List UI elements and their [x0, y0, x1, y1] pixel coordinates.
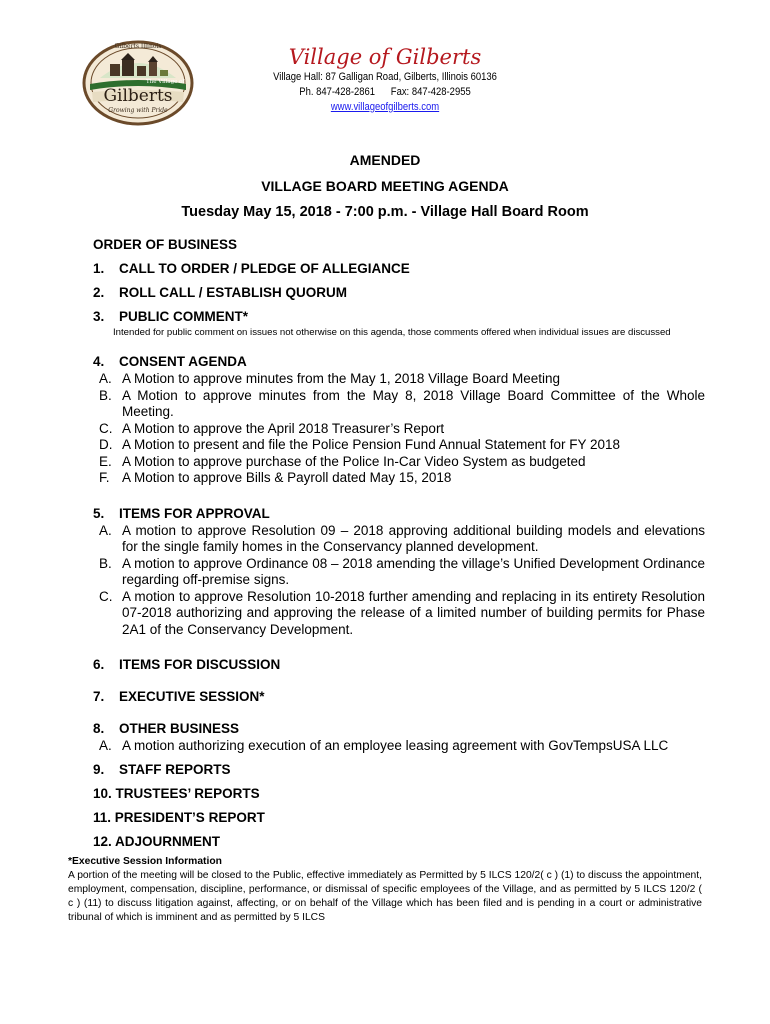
item-number: 6. [93, 657, 105, 672]
item-title: PRESIDENT’S REPORT [114, 809, 265, 825]
item-number: 8. [93, 721, 105, 736]
meeting-date-heading: Tuesday May 15, 2018 - 7:00 p.m. - Village Hall Board Room [181, 204, 589, 220]
approval-subitems [93, 523, 705, 639]
agenda-item-11 [93, 809, 705, 827]
agenda-item-2 [93, 284, 705, 302]
agenda-item-1 [93, 260, 705, 278]
sub-item-letter: A. [99, 738, 112, 753]
agenda-item-8 [93, 720, 705, 738]
sub-item [93, 523, 705, 556]
sub-item [93, 470, 705, 487]
item-number: 9. [93, 761, 105, 777]
item-title: TRUSTEES’ REPORTS [115, 785, 260, 801]
logo-name: Gilberts [103, 86, 173, 106]
agenda-list [93, 236, 705, 851]
sub-item-letter: A. [99, 371, 112, 386]
sub-item [93, 556, 705, 589]
agenda-item-12 [93, 833, 705, 851]
agenda-item-7 [93, 688, 705, 706]
sub-item-text: A Motion to approve minutes from the May 8, 2018 Village Board Committee of the Whole Meeting. [122, 387, 705, 419]
sub-item-text: A Motion to present and file the Police Pension Fund Annual Statement for FY 2018 [122, 437, 621, 452]
sub-item-text: A motion to approve Ordinance 08 – 2018 amending the village’s Unified Development Ordinance regarding off-premise signs. [122, 555, 705, 587]
item-title: EXECUTIVE SESSION* [119, 689, 265, 704]
agenda-title-block [60, 151, 710, 221]
sub-item-letter: D. [99, 437, 113, 452]
sub-item [93, 421, 705, 438]
amended-heading: AMENDED [349, 152, 421, 168]
sub-item-letter: C. [99, 588, 113, 604]
sub-item-letter: B. [99, 387, 112, 403]
sub-item-text: A Motion to approve the April 2018 Treasurer’s Report [122, 420, 445, 436]
item-number: 4. [93, 354, 105, 369]
sub-item-letter: F. [99, 470, 110, 485]
item-number: 10. [93, 785, 112, 801]
phone-number: Ph. 847-428-2861 [299, 86, 376, 98]
item-title: ROLL CALL / ESTABLISH QUORUM [119, 285, 347, 300]
item-number: 11. [93, 809, 112, 825]
item-title: ITEMS FOR APPROVAL [119, 505, 270, 521]
sub-item-letter: B. [99, 555, 112, 571]
address-line: Village Hall: 87 Galligan Road, Gilberts, Illinois 60136 [273, 71, 497, 83]
sub-item-letter: C. [99, 420, 113, 436]
agenda-item-6 [93, 656, 705, 674]
sub-item-text: A motion to approve Resolution 09 – 2018 approving additional building models and elevations for the single family homes in the Conservancy planned development. [122, 522, 705, 554]
website-link[interactable]: www.villageofgilberts.com [330, 101, 440, 113]
agenda-item-9 [93, 761, 705, 779]
item-title: OTHER BUSINESS [119, 721, 240, 736]
agenda-item-5 [93, 505, 705, 523]
sub-item-text: A Motion to approve Bills & Payroll dated May 15, 2018 [122, 470, 452, 485]
item-title: ITEMS FOR DISCUSSION [119, 657, 281, 672]
sub-item-letter: A. [99, 522, 112, 538]
contact-line [260, 85, 509, 100]
item-number: 3. [93, 309, 105, 324]
item-number: 5. [93, 505, 105, 521]
website-line [260, 100, 509, 115]
logo-arc-text: Gilberts Illinois [114, 43, 162, 50]
fax-number: Fax: 847-428-2955 [390, 86, 471, 98]
village-name: Village of Gilberts [288, 45, 482, 69]
executive-session-title: *Executive Session Information [68, 856, 222, 867]
item-title: CALL TO ORDER / PLEDGE OF ALLEGIANCE [119, 261, 410, 276]
sub-item [93, 388, 705, 421]
order-of-business-heading: ORDER OF BUSINESS [93, 237, 238, 252]
agenda-item-4 [93, 353, 705, 371]
sub-item-text: A motion authorizing execution of an employee leasing agreement with GovTempsUSA LLC [122, 738, 669, 753]
public-comment-note: Intended for public comment on issues not otherwise on this agenda, those comments offered when individual issues are discussed [113, 327, 671, 338]
item-title: CONSENT AGENDA [119, 354, 247, 369]
executive-session-info [68, 855, 702, 925]
letterhead [240, 44, 530, 115]
agenda-heading: VILLAGE BOARD MEETING AGENDA [261, 178, 509, 194]
item-number: 1. [93, 261, 105, 276]
logo-small-text: The Village of [146, 79, 185, 85]
sub-item [93, 437, 705, 454]
item-number: 12. [93, 833, 112, 849]
executive-session-body: A portion of the meeting will be closed to the Public, effective immediately as Permitted by 5 ILCS 120/2( c ) (1) to discuss the appointment, employment, compensation, discipline, performance, or dismissal of specific employees of the Village, and as permitted by 5 ILCS 120/2 ( c ) (11) to discuss litigation against, affecting, or on behalf of the Village which has been filed and is pending in a court or administrative tribunal of which is imminent and as permitted by 5 ILCS [68, 870, 702, 923]
sub-item-text: A Motion to approve minutes from the May 1, 2018 Village Board Meeting [122, 371, 560, 386]
item-number: 7. [93, 689, 105, 704]
consent-agenda-subitems [93, 371, 705, 487]
agenda-item-10 [93, 785, 705, 803]
item-title: STAFF REPORTS [119, 761, 231, 777]
sub-item [93, 454, 705, 471]
sub-item-text: A Motion to approve purchase of the Police In-Car Video System as budgeted [122, 453, 586, 469]
village-logo [82, 40, 194, 126]
item-title: ADJOURNMENT [115, 833, 221, 849]
item-number: 2. [93, 285, 105, 300]
sub-item-text: A motion to approve Resolution 10-2018 further amending and replacing in its entirety Resolution 07-2018 authorizing and approving the release of a limited number of building permits for Phase 2A1 of the Conservancy Development. [122, 588, 705, 637]
agenda-item-3 [93, 308, 705, 326]
sub-item [93, 589, 705, 639]
sub-item [93, 371, 705, 388]
item-title: PUBLIC COMMENT* [119, 309, 248, 324]
sub-item [93, 738, 705, 755]
other-business-subitems [93, 738, 705, 755]
sub-item-letter: E. [99, 453, 112, 469]
logo-motto: Growing with Pride [108, 107, 168, 114]
